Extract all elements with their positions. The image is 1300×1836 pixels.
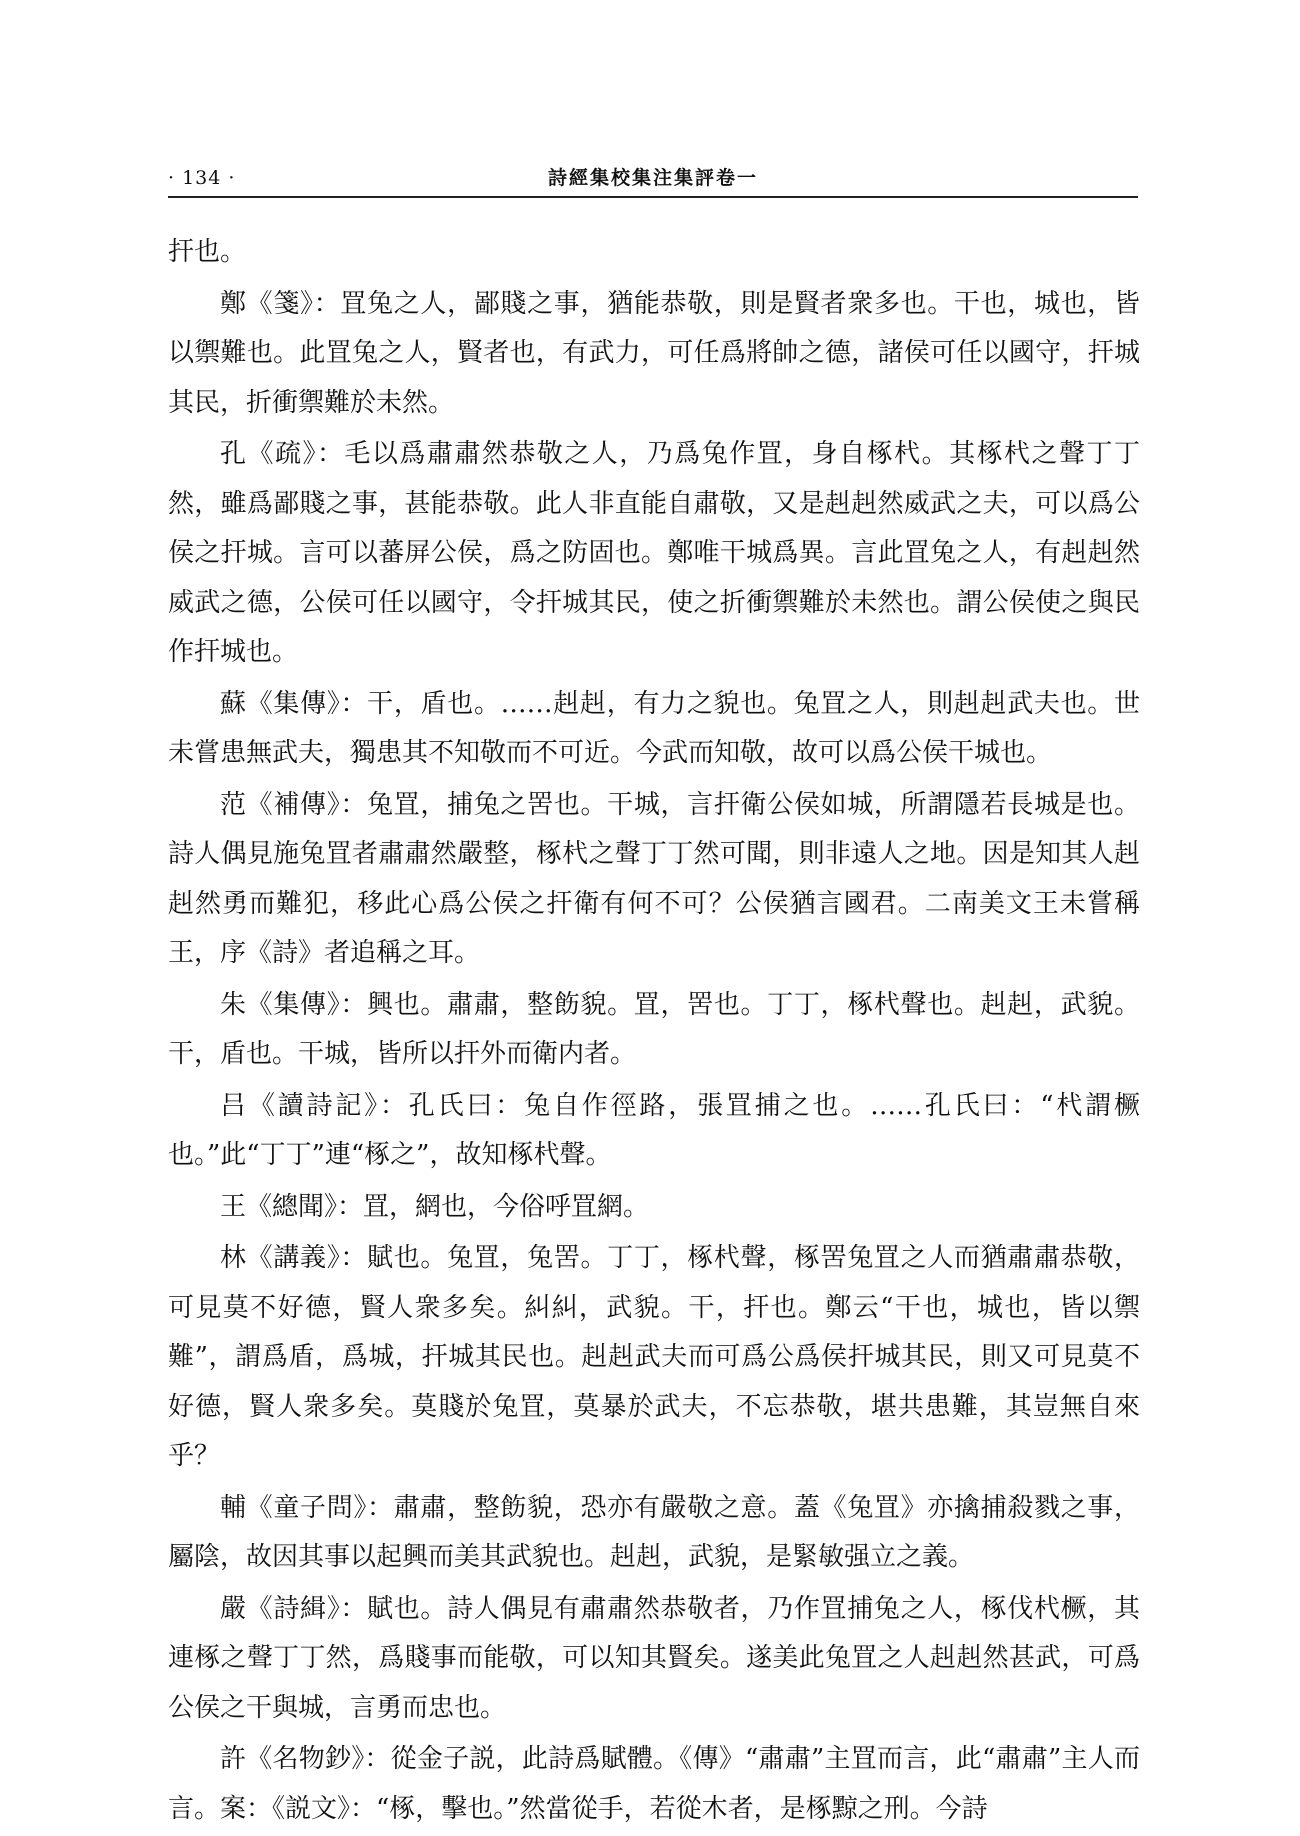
commentary-paragraph: 范《補傳》：兔罝，捕兔之罟也。干城，言扞衛公侯如城，所謂隱若長城是也。詩人偶見施兔罝者肅肅然嚴整，椓杙之聲丁丁然可聞，則非遠人之地。因是知其人赳赳然勇而難犯，移此心爲公侯之扞衛有何不可？公侯猶言國君。二南美文王未嘗稱王，序《詩》者追稱之耳。 xyxy=(168,789,1140,968)
commentary-paragraph: 孔《疏》：毛以爲肅肅然恭敬之人，乃爲兔作罝，身自椓杙。其椓杙之聲丁丁然，雖爲鄙賤之事，甚能恭敬。此人非直能自肅敬，又是赳赳然威武之夫，可以爲公侯之扞城。言可以蕃屏公侯，爲之防固也。鄭唯干城爲異。言此罝兔之人，有赳赳然威武之德，公侯可任以國守，令扞城其民，使之折衝禦難於未然也。謂公侯使之與民作扞城也。 xyxy=(168,439,1140,667)
commentary-paragraph: 鄭《箋》：罝兔之人，鄙賤之事，猶能恭敬，則是賢者衆多也。干也，城也，皆以禦難也。此罝兔之人，賢者也，有武力，可任爲將帥之德，諸侯可任以國守，扞城其民，折衝禦難於未然。 xyxy=(168,288,1140,418)
commentary-paragraph: 許《名物鈔》：從金子説，此詩爲賦體。《傳》“肅肅”主罝而言，此“肅肅”主人而言。案：《説文》：“椓，擊也。”然當從手，若從木者，是椓黥之刑。今詩 xyxy=(168,1744,1140,1824)
page-number: · 134 · xyxy=(168,167,236,189)
commentary-body xyxy=(168,228,1140,1836)
commentary-paragraph: 朱《集傳》：興也。肅肅，整飭貌。罝，罟也。丁丁，椓杙聲也。赳赳，武貌。干，盾也。干城，皆所以扞外而衛内者。 xyxy=(168,989,1140,1069)
commentary-paragraph: 嚴《詩緝》：賦也。詩人偶見有肅肅然恭敬者，乃作罝捕兔之人，椓伐杙橛，其連椓之聲丁丁然，爲賤事而能敬，可以知其賢矣。遂美此兔罝之人赳赳然甚武，可爲公侯之干與城，言勇而忠也。 xyxy=(168,1593,1140,1723)
header-rule xyxy=(168,196,1138,198)
book-title: 詩經集校集注集評卷一 xyxy=(547,167,758,189)
commentary-paragraph: 輔《童子問》：肅肅，整飭貌，恐亦有嚴敬之意。蓋《兔罝》亦擒捕殺戮之事，屬陰，故因其事以起興而美其武貌也。赳赳，武貌，是緊敏强立之義。 xyxy=(168,1492,1140,1572)
commentary-paragraph: 扞也。 xyxy=(168,237,247,267)
commentary-paragraph: 林《講義》：賦也。兔罝，兔罟。丁丁，椓杙聲，椓罟兔罝之人而猶肅肅恭敬，可見莫不好德，賢人衆多矣。糾糾，武貌。干，扞也。鄭云“干也，城也，皆以禦難”，謂爲盾，爲城，扞城其民也。赳赳武夫而可爲公爲侯扞城其民，則又可見莫不好德，賢人衆多矣。莫賤於兔罝，莫暴於武夫，不忘恭敬，堪共患難，其豈無自來乎？ xyxy=(168,1243,1140,1471)
commentary-paragraph: 吕《讀詩記》：孔氏曰：兔自作徑路，張罝捕之也。……孔氏曰：“杙謂橛也。”此“丁丁”連“椓之”，故知椓杙聲。 xyxy=(168,1090,1140,1170)
commentary-paragraph: 王《總聞》：罝，網也，今俗呼罝網。 xyxy=(220,1191,650,1222)
running-head xyxy=(168,163,1138,199)
commentary-paragraph: 蘇《集傳》：干，盾也。……赳赳，有力之貌也。兔罝之人，則赳赳武夫也。世未嘗患無武夫，獨患其不知敬而不可近。今武而知敬，故可以爲公侯干城也。 xyxy=(168,688,1140,768)
